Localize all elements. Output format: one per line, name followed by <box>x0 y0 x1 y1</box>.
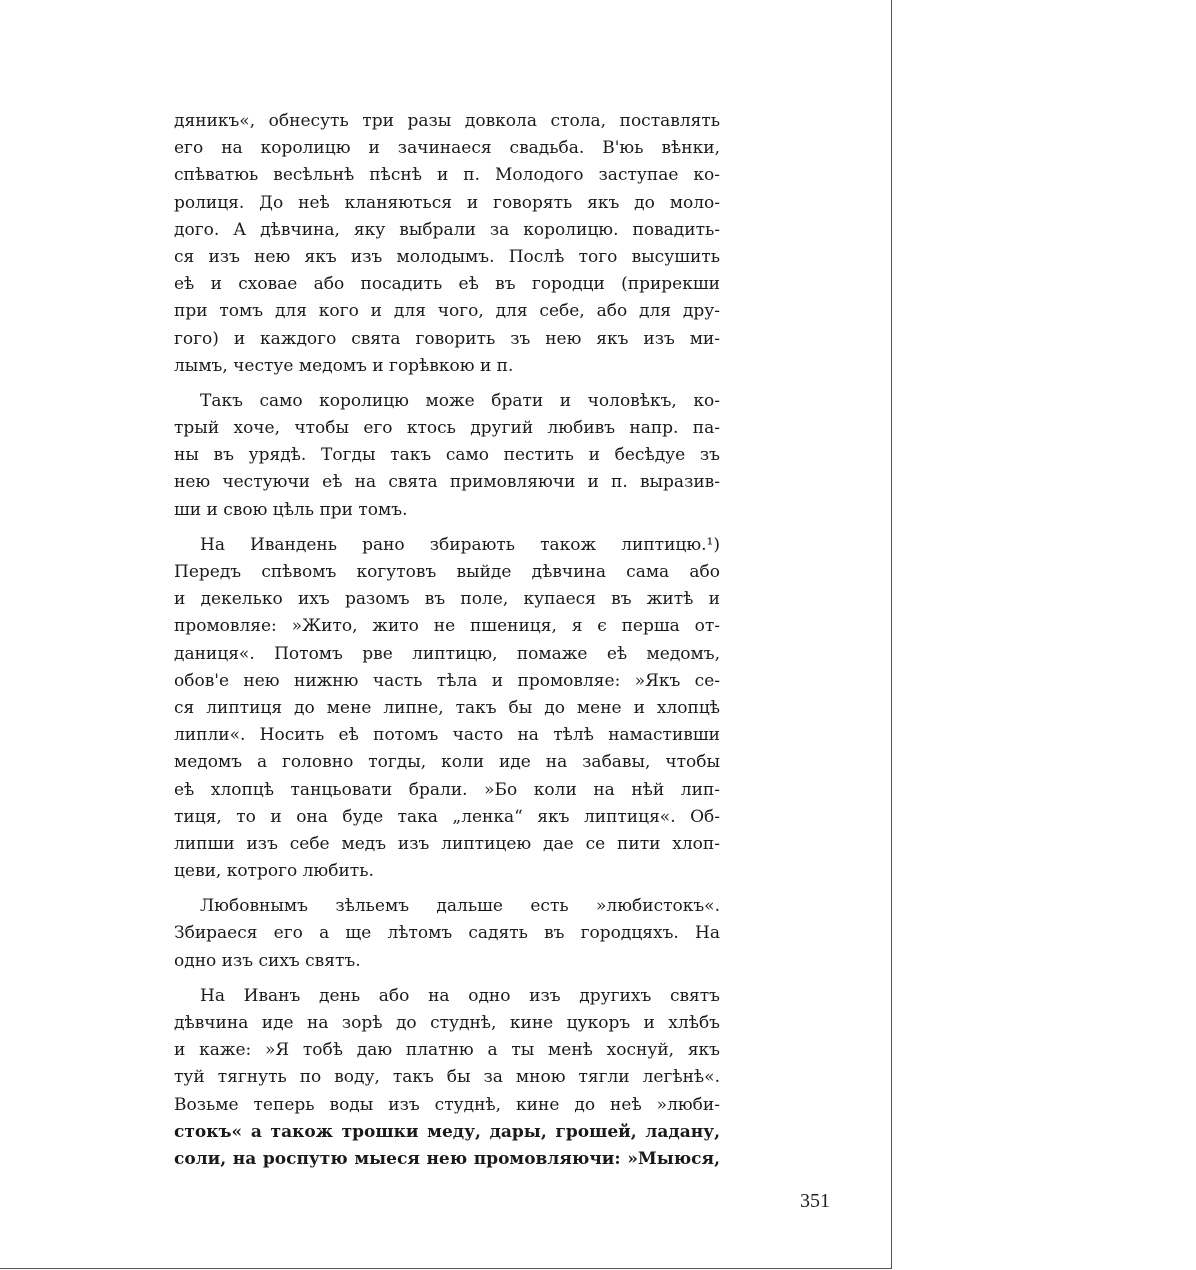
text-line: медомъ а головно тогды, коли иде на забавы, чтобы <box>174 752 720 773</box>
text-line: ны въ урядѣ. Тогды такъ само пестить и бесѣдуе зъ <box>174 445 720 466</box>
text-line: спѣватюь весѣльнѣ пѣснѣ и п. Молодого заступае ко- <box>174 165 720 186</box>
paragraph-2 <box>174 388 720 524</box>
text-line: туй тягнуть по воду, такъ бы за мною тягли легѣнѣ«. <box>174 1067 720 1088</box>
paragraph-3 <box>174 532 720 885</box>
text-line: нею честуючи еѣ на свята примовляючи и п. выразив- <box>174 472 720 493</box>
text-line: при томъ для кого и для чого, для себе, або для дру- <box>174 301 720 322</box>
text-line: даниця«. Потомъ рве липтицю, помаже еѣ медомъ, <box>174 643 720 664</box>
text-line: Возьме теперь воды изъ студнѣ, кине до неѣ »люби- <box>174 1094 720 1115</box>
text-line: Передъ спѣвомъ когутовъ выйде дѣвчина сама або <box>174 562 720 582</box>
paragraph-4 <box>174 893 720 975</box>
text-line: одно изъ сихъ святъ. <box>174 950 361 971</box>
text-line: На Иванъ день або на одно изъ другихъ святъ <box>200 985 720 1006</box>
text-line: промовляе: »Жито, жито не пшениця, я є перша от- <box>174 616 720 637</box>
text-line: дѣвчина иде на зорѣ до студнѣ, кине цукоръ и хлѣбъ <box>174 1013 720 1033</box>
text-line: его на королицю и зачинаеся свадьба. В'юь вѣнки, <box>174 138 720 159</box>
text-line: дяникъ«, обнесуть три разы довкола стола, поставлять <box>174 111 720 131</box>
page-number: 351 <box>800 1190 830 1212</box>
text-line: липши изъ себе медъ изъ липтицею дае се пити хлоп- <box>174 833 720 854</box>
text-line: ся изъ нею якъ изъ молодымъ. Послѣ того высушить <box>174 246 720 267</box>
text-line: тиця, то и она буде така „ленка“ якъ липтиця«. Об- <box>174 806 720 827</box>
text-line: Такъ само королицю може брати и чоловѣкъ, ко- <box>200 390 720 411</box>
text-line: гого) и каждого свята говорить зъ нею якъ изъ ми- <box>174 328 720 349</box>
text-line: дого. А дѣвчина, яку выбрали за королицю. повадить- <box>174 219 720 240</box>
text-line: и декелько ихъ разомъ въ поле, купаеся въ житѣ и <box>174 589 720 610</box>
text-line: На Ивандень рано збирають також липтицю.¹) <box>200 534 720 555</box>
text-line: Любовнымъ зѣльемъ дальше есть »любистокъ«. <box>200 896 720 917</box>
text-line: трый хоче, чтобы его ктось другий любивъ напр. па- <box>174 418 720 439</box>
text-line: еѣ хлопцѣ танцьовати брали. »Бо коли на нѣй лип- <box>174 779 720 800</box>
text-line: ролиця. До неѣ кланяються и говорять якъ до моло- <box>174 192 720 213</box>
text-line: стокъ« а також трошки меду, дары, грошей, ладану, <box>174 1121 720 1142</box>
text-line: цеви, котрого любить. <box>174 861 374 882</box>
text-line: и каже: »Я тобѣ даю платню а ты менѣ хоснуй, якъ <box>174 1040 720 1061</box>
page-text <box>174 108 720 1181</box>
paragraph-1 <box>174 108 720 380</box>
text-line: ся липтиця до мене липне, такъ бы до мене и хлопцѣ <box>174 697 720 718</box>
paragraph-5 <box>174 983 720 1173</box>
text-line: Збираеся его а ще лѣтомъ садять въ городцяхъ. На <box>174 923 720 944</box>
text-line: ши и свою цѣль при томъ. <box>174 499 408 520</box>
text-line: соли, на роспутю мыеся нею промовляючи: »Мыюся, <box>174 1148 720 1169</box>
text-line: еѣ и сховае або посадить еѣ въ городци (прирекши <box>174 274 720 295</box>
text-line: липли«. Носить еѣ потомъ часто на тѣлѣ намастивши <box>174 725 720 746</box>
text-line: обов'е нею нижню часть тѣла и промовляе: »Якъ се- <box>174 670 720 691</box>
text-line: лымъ, честуе медомъ и горѣвкою и п. <box>174 355 514 376</box>
